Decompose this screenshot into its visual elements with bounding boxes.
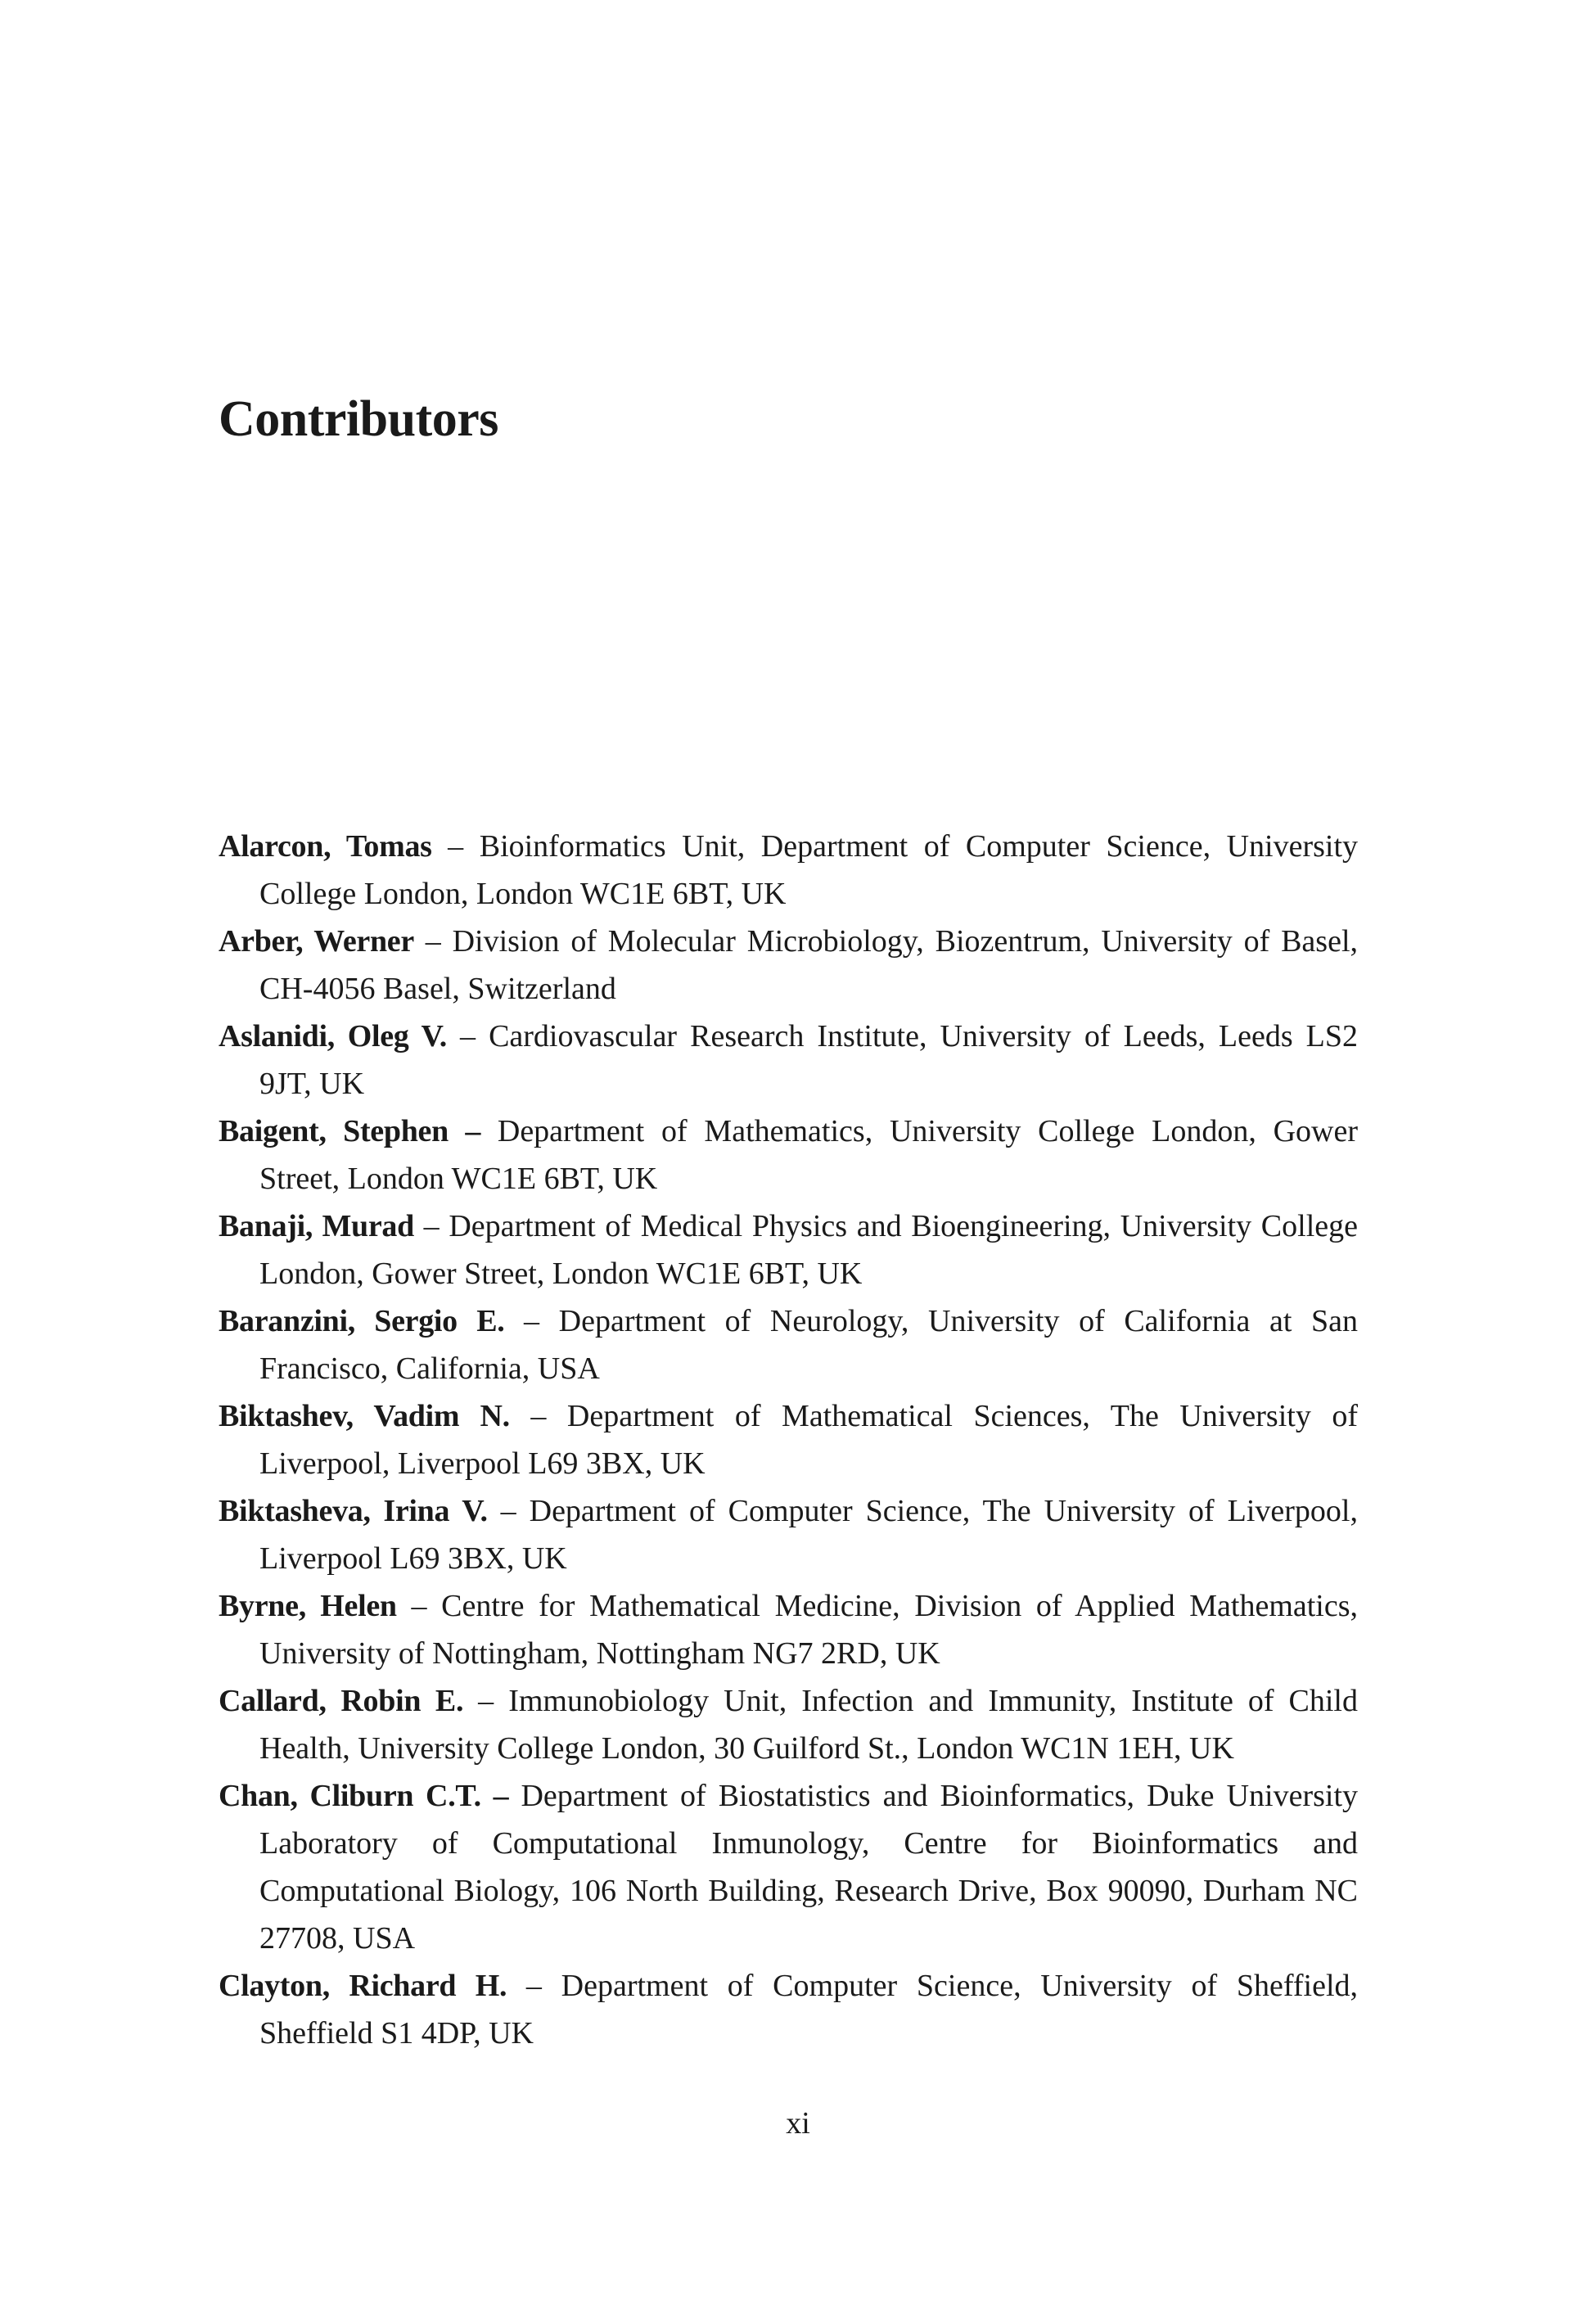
contributor-entry <box>219 1392 1358 1487</box>
contributor-name: Biktashev, Vadim N. <box>219 1399 510 1433</box>
contributor-affiliation: Department of Computer Science, The University of Liverpool, Liverpool L69 3BX, UK <box>259 1494 1358 1576</box>
contributor-affiliation: Immunobiology Unit, Infection and Immunity, Institute of Child Health, University College London, 30 Guilford St., London WC1N 1EH, UK <box>259 1684 1358 1766</box>
separator: – <box>507 1969 561 2003</box>
contributor-name: Chan, Cliburn C.T. – <box>219 1779 509 1813</box>
contributor-entry <box>219 1297 1358 1392</box>
contributor-entry <box>219 1677 1358 1772</box>
separator: – <box>431 829 480 864</box>
separator: – <box>487 1494 530 1528</box>
contributor-affiliation: Department of Medical Physics and Bioengineering, University College London, Gower Street, London WC1E 6BT, UK <box>259 1209 1359 1291</box>
page-title: Contributors <box>219 391 498 447</box>
separator <box>480 1114 498 1148</box>
contributor-entry <box>219 918 1358 1013</box>
separator: – <box>446 1019 489 1053</box>
contributor-entry <box>219 1962 1358 2057</box>
contributor-affiliation: Centre for Mathematical Medicine, Division of Applied Mathematics, University of Nottingham, Nottingham NG7 2RD, UK <box>259 1589 1359 1671</box>
separator: – <box>413 924 453 959</box>
contributor-affiliation: Department of Mathematics, University College London, Gower Street, London WC1E 6BT, UK <box>259 1114 1358 1196</box>
separator: – <box>413 1209 449 1243</box>
contributor-list <box>219 823 1358 2057</box>
contributor-entry <box>219 823 1358 918</box>
contributor-entry <box>219 1582 1358 1677</box>
contributor-affiliation: Department of Neurology, University of California at San Francisco, California, USA <box>259 1304 1359 1386</box>
contributor-name: Clayton, Richard H. <box>219 1969 507 2003</box>
contributor-name: Biktasheva, Irina V. <box>219 1494 488 1528</box>
separator: – <box>504 1304 559 1338</box>
contributor-name: Alarcon, Tomas <box>219 829 432 864</box>
contributor-name: Callard, Robin E. <box>219 1684 464 1718</box>
separator: – <box>396 1589 442 1623</box>
contributor-entry <box>219 1772 1358 1962</box>
separator: – <box>509 1399 567 1433</box>
contributor-entry <box>219 1108 1358 1202</box>
separator <box>508 1779 521 1813</box>
contributor-entry <box>219 1202 1358 1297</box>
page-number: xi <box>786 2106 810 2141</box>
contributor-name: Arber, Werner <box>219 924 414 959</box>
contributor-affiliation: Department of Biostatistics and Bioinformatics, Duke University Laboratory of Computational Inmunology, Centre for Bioinformatics and Computational Biology, 106 North Building, Research Drive, Box 90090, Durham NC 27708, USA <box>259 1779 1359 1956</box>
contributor-affiliation: Department of Computer Science, University of Sheffield, Sheffield S1 4DP, UK <box>259 1969 1358 2051</box>
contributor-entry <box>219 1487 1358 1582</box>
contributor-affiliation: Bioinformatics Unit, Department of Computer Science, University College London, London WC1E 6BT, UK <box>259 829 1359 911</box>
separator: – <box>463 1684 509 1718</box>
contributor-affiliation: Division of Molecular Microbiology, Biozentrum, University of Basel, CH-4056 Basel, Switzerland <box>259 924 1359 1006</box>
contributor-name: Baigent, Stephen – <box>219 1114 481 1148</box>
contributor-entry <box>219 1013 1358 1108</box>
contributor-affiliation: Cardiovascular Research Institute, University of Leeds, Leeds LS2 9JT, UK <box>259 1019 1359 1101</box>
contributor-affiliation: Department of Mathematical Sciences, The University of Liverpool, Liverpool L69 3BX, UK <box>259 1399 1359 1481</box>
contributor-name: Banaji, Murad <box>219 1209 414 1243</box>
contributor-name: Baranzini, Sergio E. <box>219 1304 505 1338</box>
contributor-name: Byrne, Helen <box>219 1589 397 1623</box>
contributor-name: Aslanidi, Oleg V. <box>219 1019 447 1053</box>
